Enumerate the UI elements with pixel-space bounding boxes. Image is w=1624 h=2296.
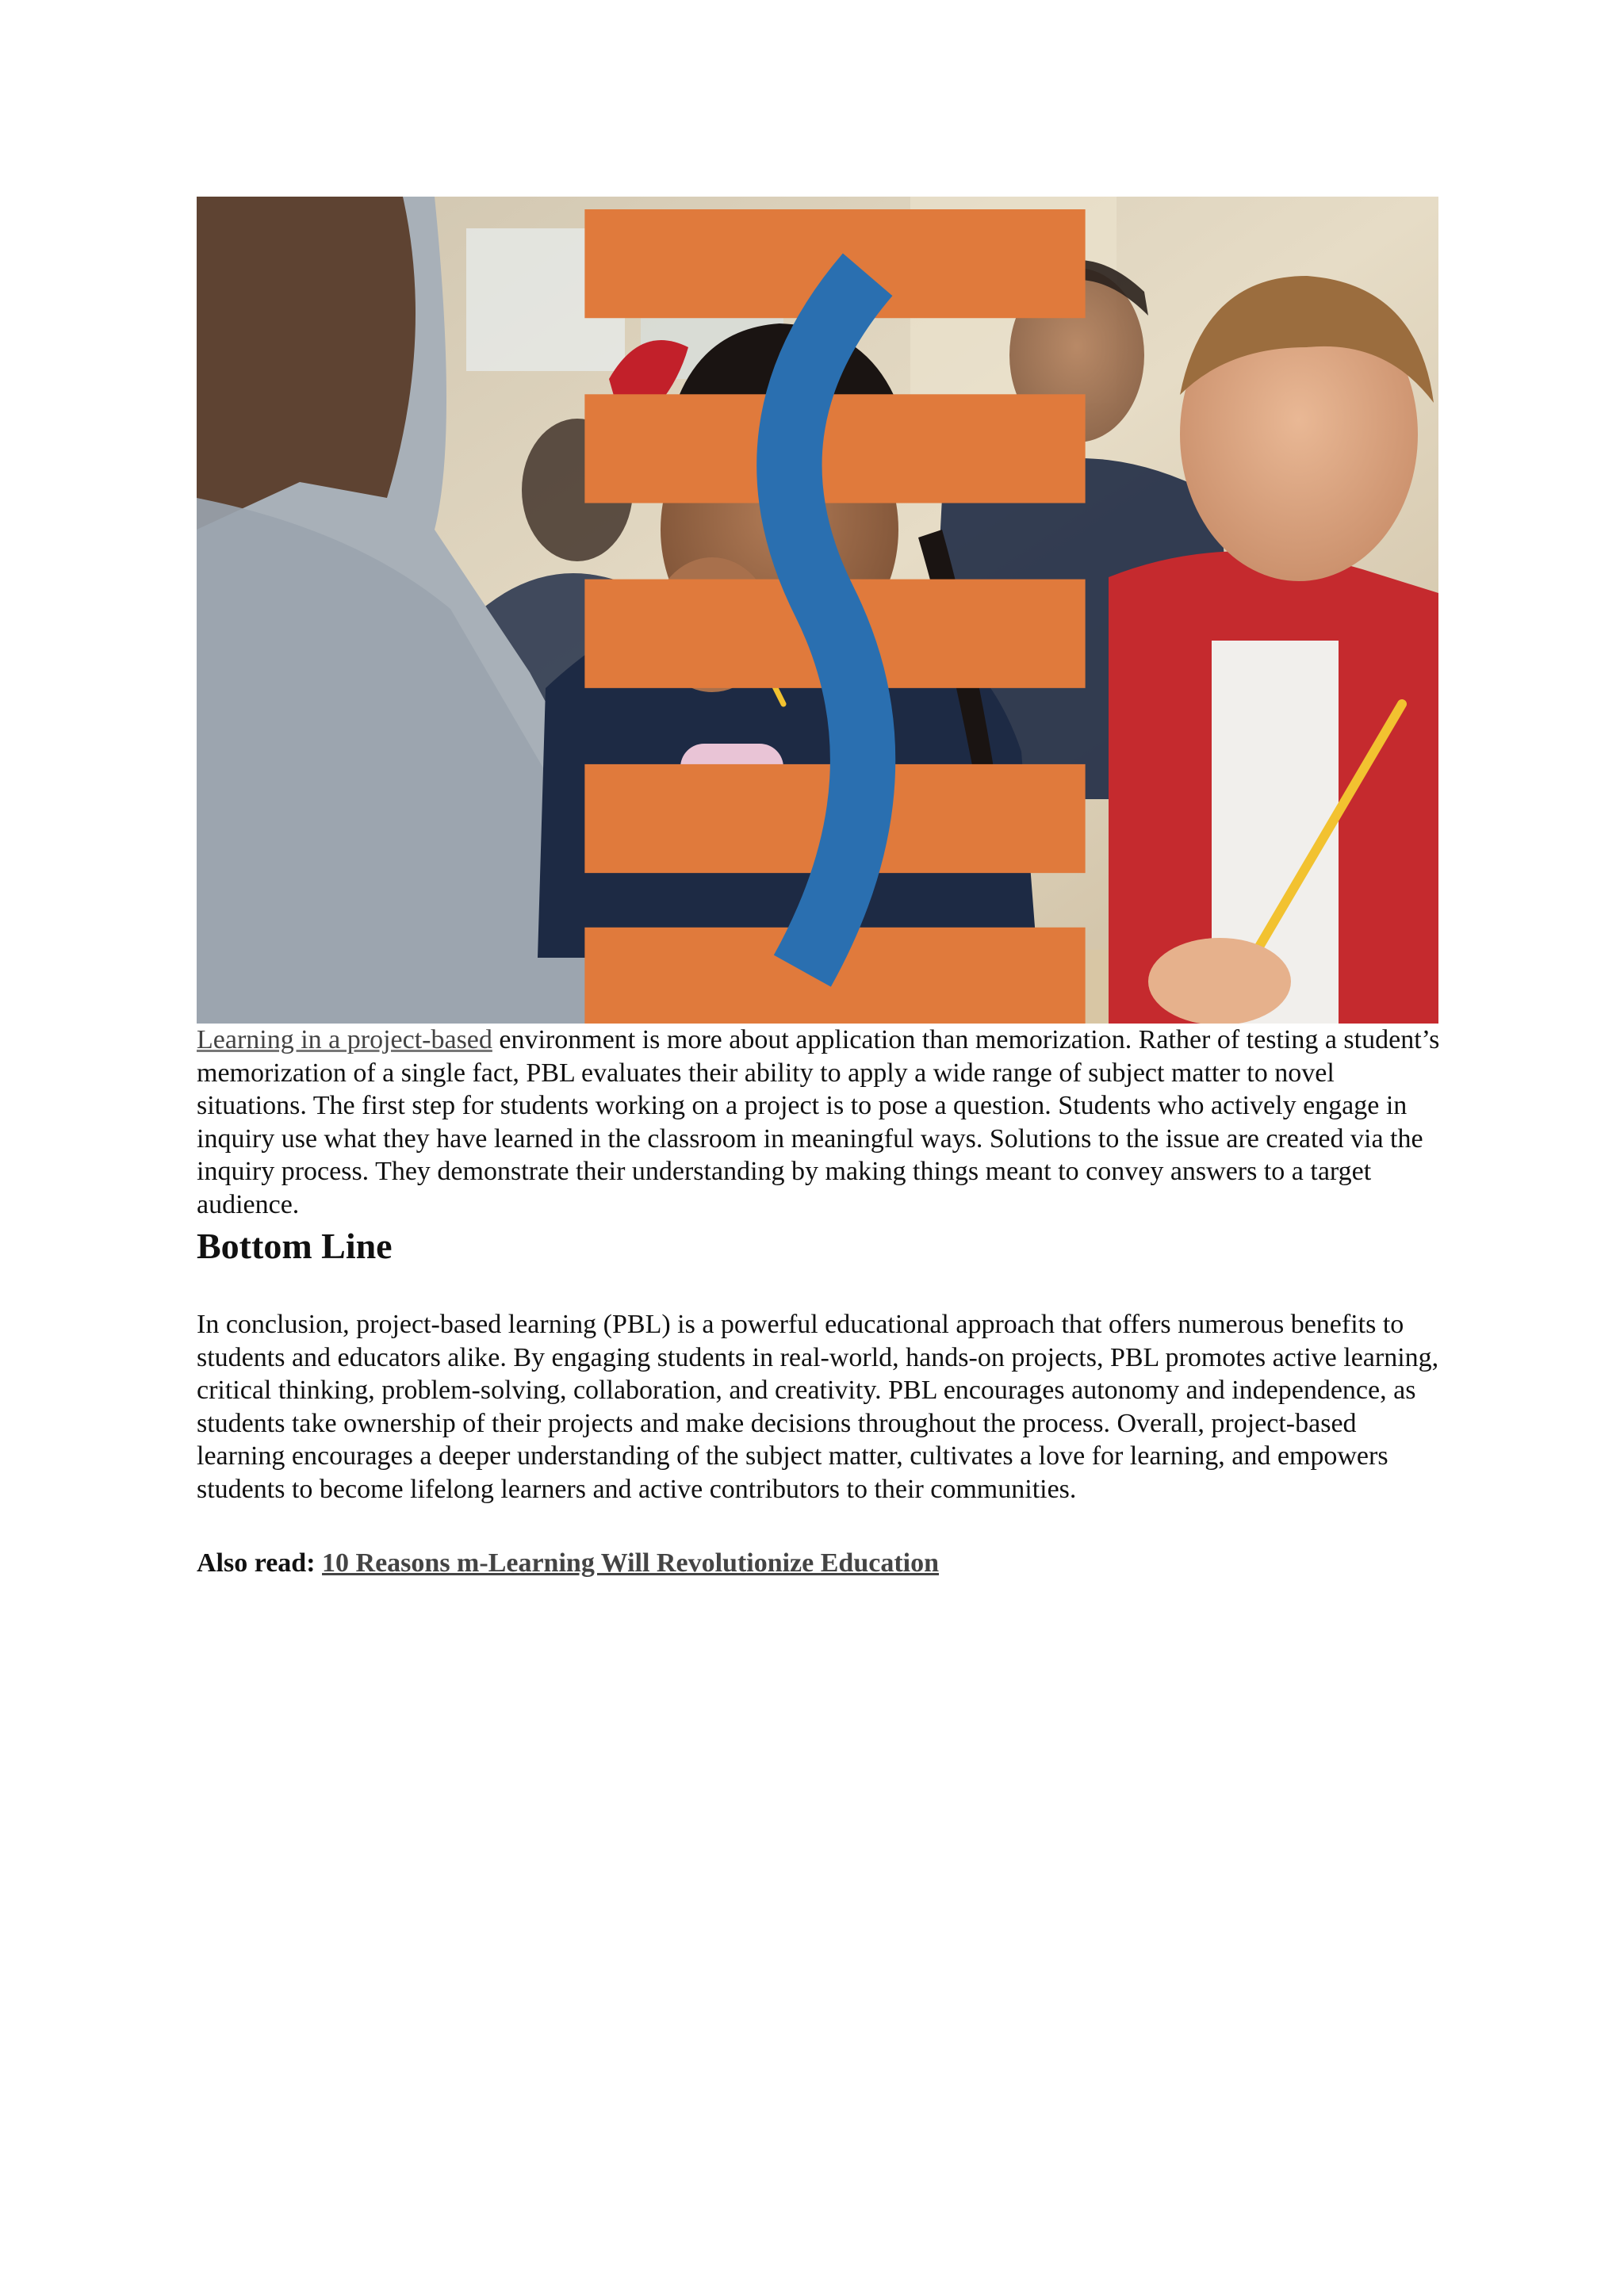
also-read — [197, 1547, 1450, 1580]
intro-paragraph — [197, 1024, 1450, 1221]
section-heading: Bottom Line — [197, 1226, 393, 1266]
intro-text: environment is more about application than memorization. Rather of testing a student’s memorization of a single fact, PBL evaluates their ability to apply a wide range of subject matter to novel situations. The first step for students working on a project is to pose a question. Students who actively engage in inquiry use what they have learned in the classroom in meaningful ways. Solutions to the issue are created via the inquiry process. They demonstrate their understanding by making things meant to convey answers to a target audience. — [197, 1025, 1440, 1219]
brand-logo — [214, 209, 1438, 1024]
conclusion-paragraph: In conclusion, project-based learning (PBL) is a powerful educational approach that offers numerous benefits to students and educators alike. By engaging students in real-world, hands-on projects, PBL promotes active learning, critical thinking, problem-solving, collaboration, and creativity. PBL encourages autonomy and independence, as students take ownership of their projects and make decisions throughout the process. Overall, project-based learning encourages a deeper understanding of the subject matter, cultivates a love for learning, and empowers students to become lifelong learners and active contributors to their communities. — [197, 1310, 1439, 1504]
article-body — [197, 1024, 1450, 1580]
project-based-learning-link[interactable]: Learning in a project-based — [197, 1025, 492, 1054]
classroom-photo — [197, 197, 1438, 1024]
also-read-link[interactable]: 10 Reasons m-Learning Will Revolutionize Education — [322, 1548, 939, 1578]
also-read-label: Also read: — [197, 1548, 316, 1578]
